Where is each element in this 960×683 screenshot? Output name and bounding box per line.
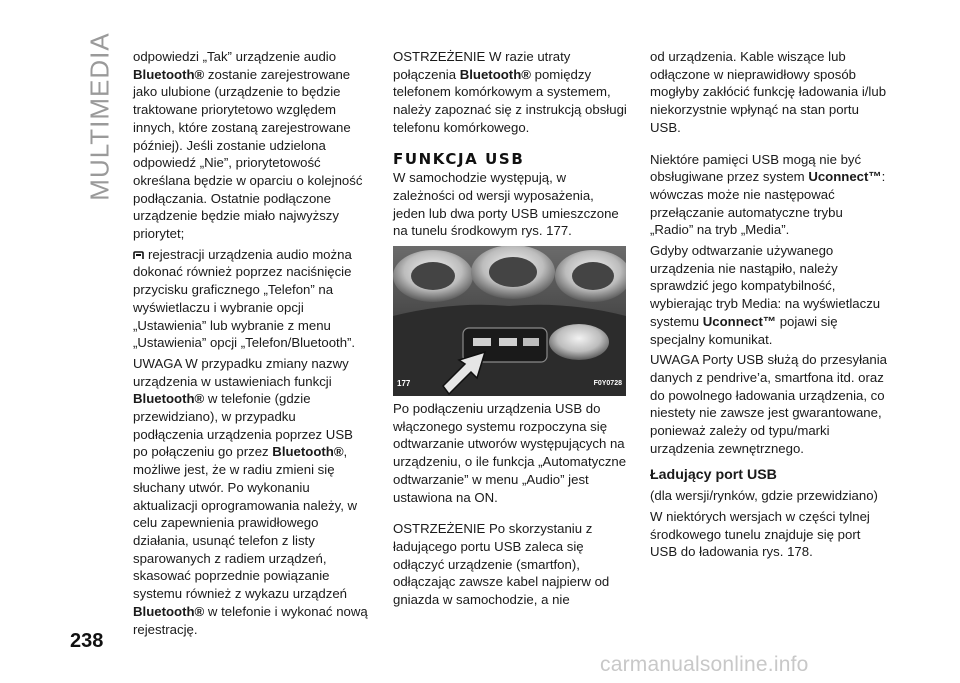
bluetooth-brand: Bluetooth® [272, 444, 344, 460]
text: zostanie zarejestrowane jako ulubione (urządzenie to będzie traktowane priorytetowo względem innych, które zostaną zarejestrowane później). Jeśli zostanie udzielona odpowiedź „Nie”, priorytetowość określana będzie w oparciu o kolejność podłączania. Ostatnie podłączone urządzenie będzie miało najwyższy priorytet; [133, 66, 363, 242]
figure-number: 177 [397, 379, 411, 389]
paragraph-unsupported-usb [650, 151, 888, 240]
paragraph-rear-usb: W niektórych wersjach w części tylnej środkowego tunelu znajduje się port USB do ładowania rys. 178. [650, 508, 870, 560]
paragraph-compatibility [650, 242, 888, 348]
text: OSTRZEŻENIE W razie utraty połączenia [393, 49, 571, 82]
paragraph-warning-bluetooth [393, 48, 629, 137]
text: , możliwe jest, że w radiu zmieni się słuchany utwór. Po wykonaniu aktualizacji oprogramowania należy, w celu zapewnienia prawidłowego działania, usunąć telefon z listy sparowanych z radiem urządzeń, skasować poprzednie powiązanie systemu również z wykazu urządzeń [133, 444, 358, 602]
heading-funkcja-usb: FUNKCJA USB [393, 149, 525, 168]
phone-bullet-icon [133, 251, 144, 260]
text: : wówczas może nie następować przełączanie automatyczne trybu „Radio” na tryb „Media”. [650, 169, 886, 238]
paragraph-note [133, 355, 369, 638]
paragraph-autoplay: Po podłączeniu urządzenia USB do włączonego systemu rozpoczyna się odtwarzanie utworów występujących na urządzeniu, o ile funkcja „Automatyczne odtwarzanie” w menu „Audio” jest ustawiona na ON. [393, 401, 627, 505]
bullet-text: rejestracji urządzenia audio można dokonać również poprzez naciśnięcie przycisku graficznego „Telefon” na wyświetlaczu i wybranie opcji „Ustawienia” lub wybranie z menu „Ustawienia” opcji „Telefon/Bluetooth”. [133, 246, 356, 351]
bluetooth-brand: Bluetooth® [459, 66, 531, 82]
text: Gdyby odtwarzanie używanego urządzenia nie nastąpiło, należy sprawdzić jego kompatybilność, wybierając tryb Media: na wyświetlaczu systemu [650, 243, 881, 329]
section-title-vertical [84, 31, 115, 201]
column-1 [133, 48, 369, 641]
figure-code: F0Y0728 [593, 380, 622, 388]
paragraph-usb-ports: W samochodzie występują, w zależności od wersji wyposażenia, jeden lub dwa porty USB umieszczone na tunelu środkowym rys. 177. [393, 170, 619, 239]
section-title: MULTIMEDIA [84, 31, 115, 201]
text: w telefonie i wykonać nową rejestrację. [133, 603, 368, 637]
uconnect-brand: Uconnect™ [702, 313, 777, 329]
figure-177-usb-ports [393, 246, 626, 396]
text: Niektóre pamięci USB mogą nie być obsługiwane przez system [650, 151, 862, 185]
bluetooth-brand: Bluetooth® [133, 603, 205, 619]
text: UWAGA W przypadku zmiany nazwy urządzenia w ustawieniach funkcji [133, 355, 349, 389]
text: w telefonie (gdzie przewidziano), w przypadku podłączenia urządzenia poprzez USB po połączeniu go przez [133, 391, 353, 460]
paragraph-warning-usb: OSTRZEŻENIE Po skorzystaniu z ładującego portu USB zaleca się odłączyć urządzenie (smartfon), odłączając zawsze kabel najpierw od gniazda w samochodzie, a nie [393, 521, 610, 608]
bullet-item [133, 246, 369, 352]
heading-charging-usb-port: Ładujący port USB [650, 467, 777, 484]
text: odpowiedzi „Tak” urządzenie audio [133, 49, 337, 64]
paragraph-registration [133, 48, 369, 243]
text: pojawi się specjalny komunikat. [650, 313, 838, 347]
uconnect-brand: Uconnect™ [808, 169, 882, 185]
column-2 [393, 48, 629, 612]
bluetooth-brand: Bluetooth® [133, 391, 205, 407]
column-3 [650, 48, 888, 564]
watermark: carmanualsonline.info [600, 653, 809, 676]
usb-port-2 [499, 338, 517, 346]
paragraph-usb-note: UWAGA Porty USB służą do przesyłania danych z pendrive’a, smartfona itd. oraz do powolnego ładowania urządzenia, co niestety nie zawsze jest gwarantowane, ponieważ zależy od typu/marki urządzenia zewnętrznego. [650, 352, 887, 456]
bluetooth-brand: Bluetooth® [133, 66, 205, 82]
text: pomiędzy telefonem komórkowym a systemem, należy zapoznać się z instrukcją obsługi telefonu komórkowego. [393, 66, 627, 135]
page-number: 238 [70, 630, 104, 652]
paragraph-cables: od urządzenia. Kable wiszące lub odłączone w nieprawidłowy sposób mogłyby zakłócić funkcję ładowania i/lub niekorzystnie wpłynąć na stan portu USB. [650, 49, 887, 135]
usb-port-1 [473, 338, 491, 346]
usb-console-illustration [393, 246, 626, 396]
subheading-versions: (dla wersji/rynków, gdzie przewidziano) [650, 488, 878, 504]
